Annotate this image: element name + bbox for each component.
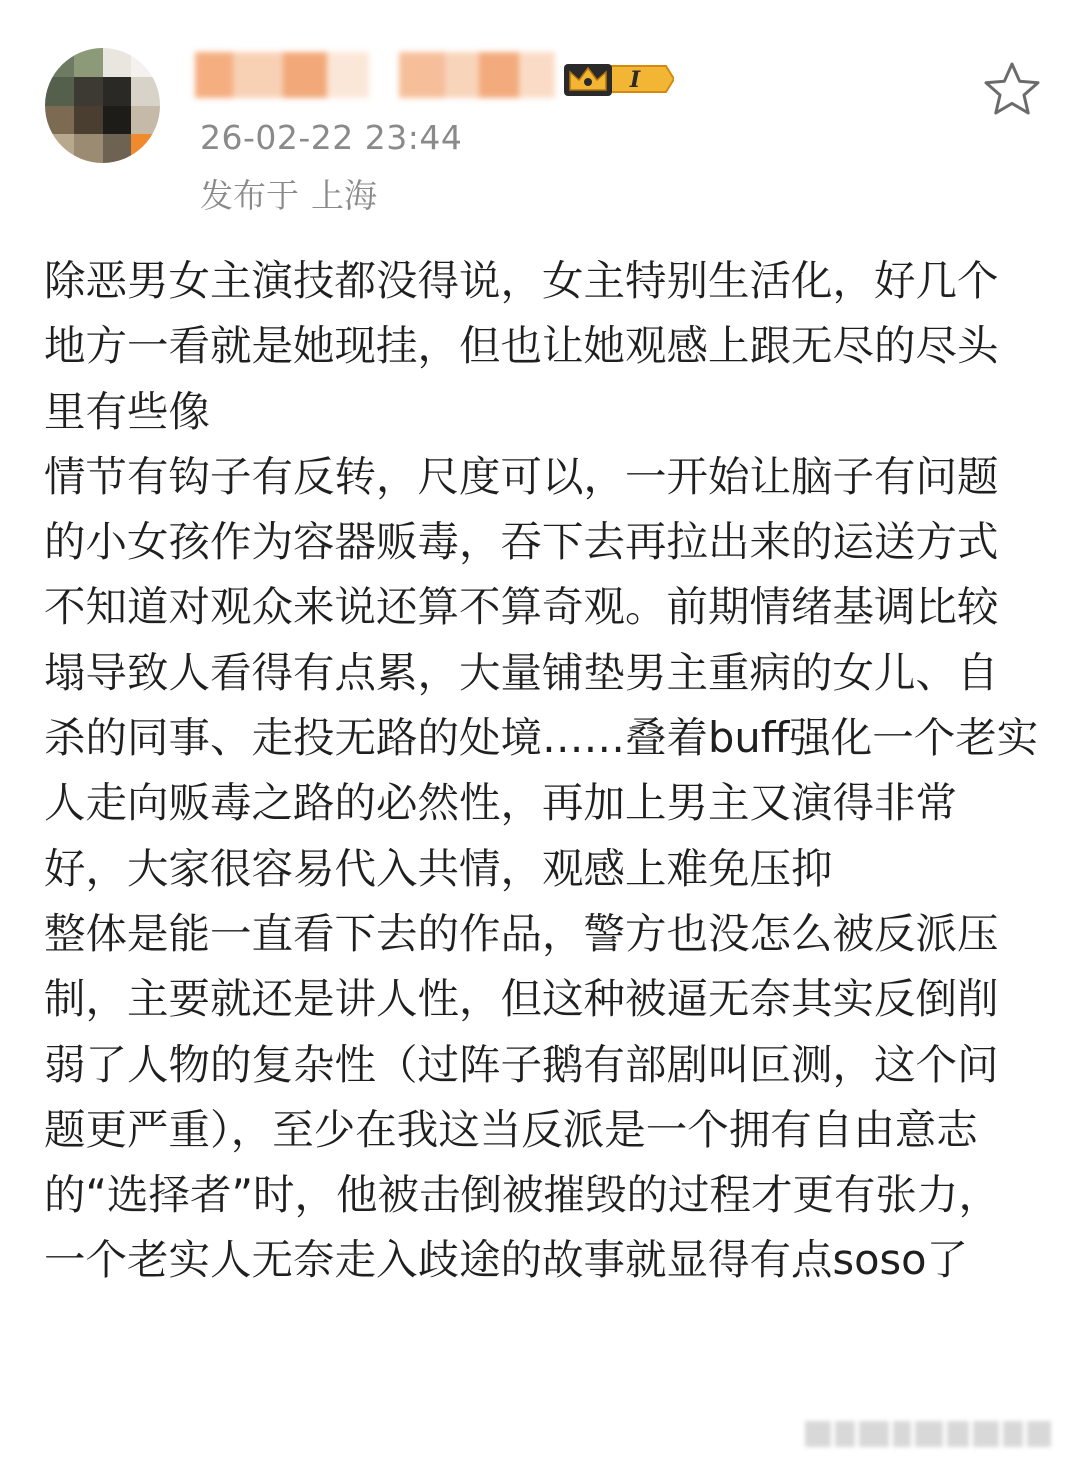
post-paragraph: 情节有钩子有反转，尺度可以，一开始让脑子有问题的小女孩作为容器贩毒，吞下去再拉出来的运送方式不知道对观众来说还算不算奇观。前期情绪基调比较塌导致人看得有点累，大量铺垫男主重病的女儿、自杀的同事、走投无路的处境……叠着buff强化一个老实人走向贩毒之路的必然性，再加上男主又演得非常好，大家很容易代入共情，观感上难免压抑: [44, 451, 1039, 893]
star-outline-icon[interactable]: [982, 60, 1042, 120]
location-prefix: 发布于: [200, 176, 299, 215]
post-header: [0, 0, 1080, 230]
location-city: 上海: [311, 176, 377, 215]
post-body: [44, 248, 1039, 1293]
crown-level-badge-icon: [562, 58, 674, 100]
watermark-redacted: [805, 1416, 1070, 1452]
avatar[interactable]: [45, 48, 160, 163]
post-paragraph: 除恶男女主演技都没得说，女主特别生活化，好几个地方一看就是她现挂，但也让她观感上跟无尽的尽头里有些像: [44, 256, 999, 436]
badge-level-text: I: [629, 67, 641, 93]
username-redacted[interactable]: [195, 52, 555, 98]
post-location: [200, 170, 377, 217]
post-paragraph: 整体是能一直看下去的作品，警方也没怎么被反派压制，主要就还是讲人性，但这种被逼无奈其实反倒削弱了人物的复杂性（过阵子鹅有部剧叫叵测，这个问题更严重），至少在我这当反派是一个拥有自由意志的“选择者”时，他被击倒被摧毁的过程才更有张力，一个老实人无奈走入歧途的故事就显得有点soso了: [44, 908, 1001, 1285]
post-timestamp: 26-02-22 23:44: [200, 118, 463, 157]
